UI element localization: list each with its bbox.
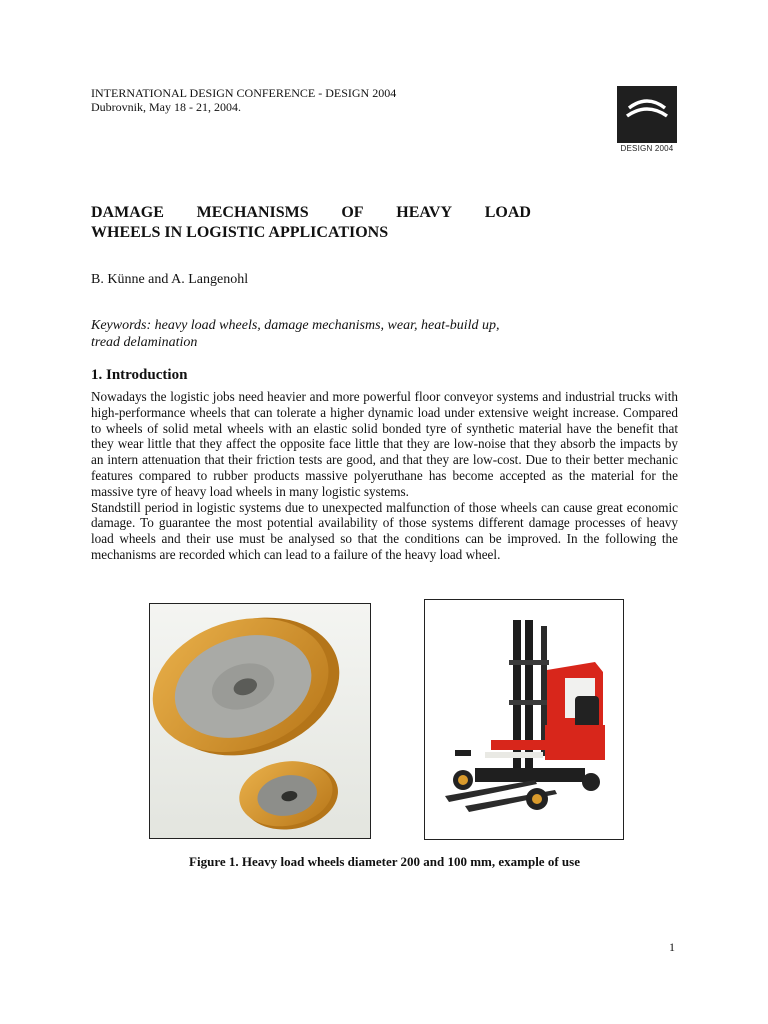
figure-caption: Figure 1. Heavy load wheels diameter 200 and 100 mm, example of use [189,854,580,869]
paper-keywords: Keywords: heavy load wheels, damage mechanisms, wear, heat-build up, tread delamination [91,318,500,350]
logo-mark-icon [617,86,677,143]
title-word: DAMAGE [91,204,164,221]
heavy-load-wheels-illustration [150,604,370,838]
paragraph: Nowadays the logistic jobs need heavier and more powerful floor conveyor systems and industrial trucks with high-performance wheels that can tolerate a higher dynamic load under extensive weight increase. Compared to wheels of solid metal wheels with an elastic solid bonded tyre of synthetic material have the benefit that they wear little that they affect the opposite face little that they are low-noise that they absorb the impacts by an intern attenuation that their friction tests are good, and that they are low-cost. Due to their better mechanic features compared to rubber products massive polyeruthane has become accepted as the material for the massive tyre of heavy load wheels in many logistic systems. [91,389,678,499]
conference-location-date: Dubrovnik, May 18 - 21, 2004. [91,100,241,114]
conference-logo [617,86,677,153]
paper-title [91,203,531,243]
title-line-2: WHEELS IN LOGISTIC APPLICATIONS [91,224,389,241]
figure-forklift-photo [424,599,624,840]
paper-authors: B. Künne and A. Langenohl [91,272,249,287]
section-heading: 1. Introduction [91,367,188,383]
introduction-body [91,389,678,563]
page-number: 1 [669,940,675,954]
title-word: HEAVY [396,204,452,221]
title-word: MECHANISMS [196,204,309,221]
logo-caption: DESIGN 2004 [620,144,674,153]
paragraph: Standstill period in logistic systems due to unexpected malfunction of those wheels can cause great economic damage. To guarantee the most potential availability of those systems different damage processes of heavy load wheels and their use must be analysed so that the conditions can be improved. In the following the mechanisms are recorded which can lead to a failure of the heavy load wheel. [91,499,678,562]
figure-wheels-photo [149,603,371,839]
title-line-1 [91,203,531,223]
title-word: LOAD [484,204,531,221]
title-word: OF [341,204,364,221]
conference-header [91,86,396,114]
conference-name: INTERNATIONAL DESIGN CONFERENCE - DESIGN 2004 [91,86,397,100]
forklift-truck-illustration [425,600,623,839]
